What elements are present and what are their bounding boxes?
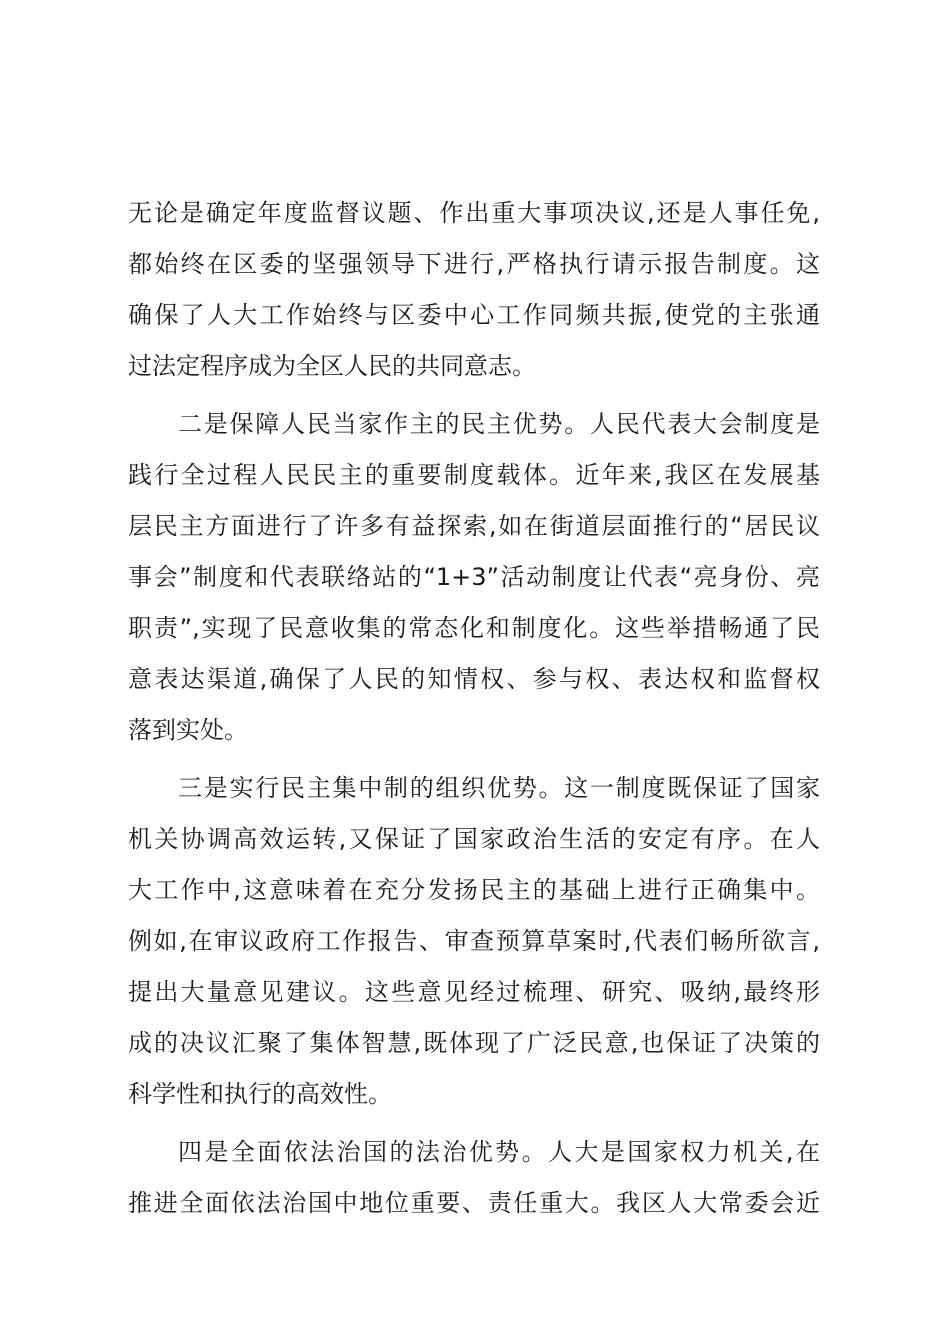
paragraph-1 [128, 188, 820, 392]
text-line: 推进全面依法治国中地位重要、责任重大。我区人大常委会近 [128, 1189, 820, 1217]
text-line: 提出大量意见建议。这些意见经过梳理、研究、吸纳,最终形 [128, 978, 820, 1006]
text-line: 二是保障人民当家作主的民主优势。人民代表大会制度是 [178, 410, 820, 438]
paragraph-3 [128, 763, 820, 1120]
text-line: 机关协调高效运转,又保证了国家政治生活的安定有序。在人 [128, 825, 820, 853]
text-line: 确保了人大工作始终与区委中心工作同频共振,使党的主张通 [128, 301, 820, 329]
text-line: 事会”制度和代表联络站的“1+3”活动制度让代表“亮身份、亮 [128, 563, 820, 591]
text-line: 例如,在审议政府工作报告、审查预算草案时,代表们畅所欲言, [128, 927, 820, 955]
text-line: 四是全面依法治国的法治优势。人大是国家权力机关,在 [178, 1138, 820, 1166]
document-body [128, 188, 820, 1236]
text-line: 大工作中,这意味着在充分发扬民主的基础上进行正确集中。 [128, 876, 820, 904]
paragraph-4 [128, 1127, 820, 1229]
text-line: 意表达渠道,确保了人民的知情权、参与权、表达权和监督权 [128, 665, 820, 693]
text-line: 过法定程序成为全区人民的共同意志。 [128, 352, 536, 380]
text-line: 落到实处。 [128, 716, 248, 744]
text-line: 三是实行民主集中制的组织优势。这一制度既保证了国家 [178, 774, 820, 802]
text-line: 都始终在区委的坚强领导下进行,严格执行请示报告制度。这 [128, 250, 820, 278]
text-line: 践行全过程人民民主的重要制度载体。近年来,我区在发展基 [128, 461, 820, 489]
text-line: 成的决议汇聚了集体智慧,既体现了广泛民意,也保证了决策的 [128, 1029, 820, 1057]
text-line: 职责”,实现了民意收集的常态化和制度化。这些举措畅通了民 [128, 614, 820, 642]
text-line: 无论是确定年度监督议题、作出重大事项决议,还是人事任免, [128, 199, 820, 227]
paragraph-2 [128, 399, 820, 756]
text-line: 科学性和执行的高效性。 [128, 1080, 392, 1108]
text-line: 层民主方面进行了许多有益探索,如在街道层面推行的“居民议 [128, 512, 820, 540]
